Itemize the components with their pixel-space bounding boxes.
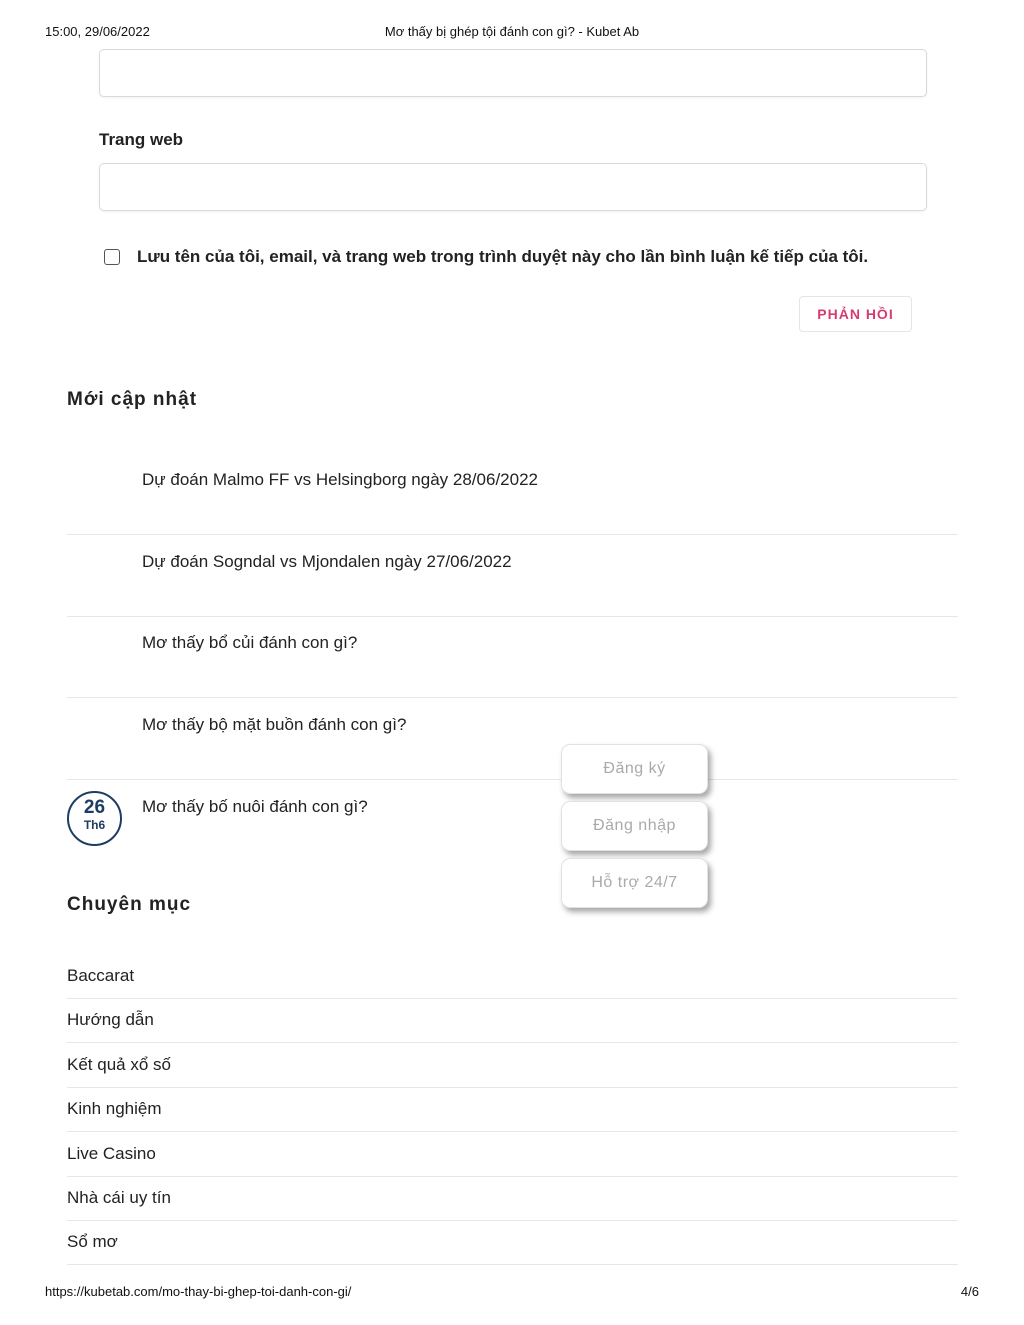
print-page-number: 4/6 [960, 1284, 979, 1299]
post-date-badge [67, 791, 122, 846]
categories-heading: Chuyên mục [67, 894, 192, 915]
recent-post-item[interactable] [67, 697, 958, 780]
recent-post-title[interactable]: Mơ thấy bộ mặt buồn đánh con gì? [142, 715, 407, 734]
category-item[interactable] [67, 1176, 958, 1221]
category-label[interactable]: Kết quả xổ số [67, 1055, 171, 1074]
category-item[interactable] [67, 1043, 958, 1088]
support-button[interactable]: Hỗ trợ 24/7 [561, 858, 708, 908]
recent-post-item[interactable] [67, 779, 958, 861]
recent-post-title[interactable]: Dự đoán Malmo FF vs Helsingborg ngày 28/06/2022 [142, 470, 538, 489]
recent-post-title[interactable]: Mơ thấy bố nuôi đánh con gì? [142, 797, 368, 816]
category-label[interactable]: Hướng dẫn [67, 1010, 154, 1029]
login-button[interactable]: Đăng nhập [561, 801, 708, 851]
register-button[interactable]: Đăng ký [561, 744, 708, 794]
category-label[interactable]: Baccarat [67, 966, 135, 985]
print-url: https://kubetab.com/mo-thay-bi-ghep-toi-danh-con-gi/ [45, 1284, 352, 1299]
category-label[interactable]: Nhà cái uy tín [67, 1188, 171, 1207]
category-item[interactable] [67, 998, 958, 1043]
submit-comment-button[interactable]: PHẢN HỒI [799, 296, 912, 332]
recent-post-item[interactable] [67, 452, 958, 535]
recent-post-item[interactable] [67, 615, 958, 698]
category-label[interactable]: Sổ mơ [67, 1232, 118, 1251]
category-item[interactable] [67, 1132, 958, 1177]
category-item[interactable] [67, 1087, 958, 1132]
print-page-title: Mơ thấy bị ghép tội đánh con gì? - Kubet Ab [384, 24, 640, 39]
category-item[interactable] [67, 1220, 958, 1265]
save-info-label: Lưu tên của tôi, email, và trang web trong trình duyệt này cho lần bình luận kế tiếp của tôi. [137, 247, 869, 266]
print-header [45, 24, 979, 42]
recent-post-title[interactable]: Mơ thấy bổ củi đánh con gì? [142, 633, 358, 652]
save-info-checkbox[interactable] [104, 249, 120, 265]
category-label[interactable]: Kinh nghiệm [67, 1099, 162, 1118]
print-footer [45, 1284, 979, 1302]
recent-posts-heading: Mới cập nhật [67, 389, 198, 410]
email-field[interactable] [99, 49, 927, 97]
recent-post-item[interactable] [67, 534, 958, 617]
post-date-month: Th6 [83, 818, 106, 832]
website-label: Trang web [99, 130, 184, 149]
print-datetime: 15:00, 29/06/2022 [45, 24, 150, 39]
recent-post-title[interactable]: Dự đoán Sogndal vs Mjondalen ngày 27/06/2022 [142, 552, 512, 571]
category-item[interactable] [67, 954, 958, 999]
category-label[interactable]: Live Casino [67, 1144, 156, 1163]
post-date-day: 26 [83, 797, 106, 818]
website-field[interactable] [99, 163, 927, 211]
